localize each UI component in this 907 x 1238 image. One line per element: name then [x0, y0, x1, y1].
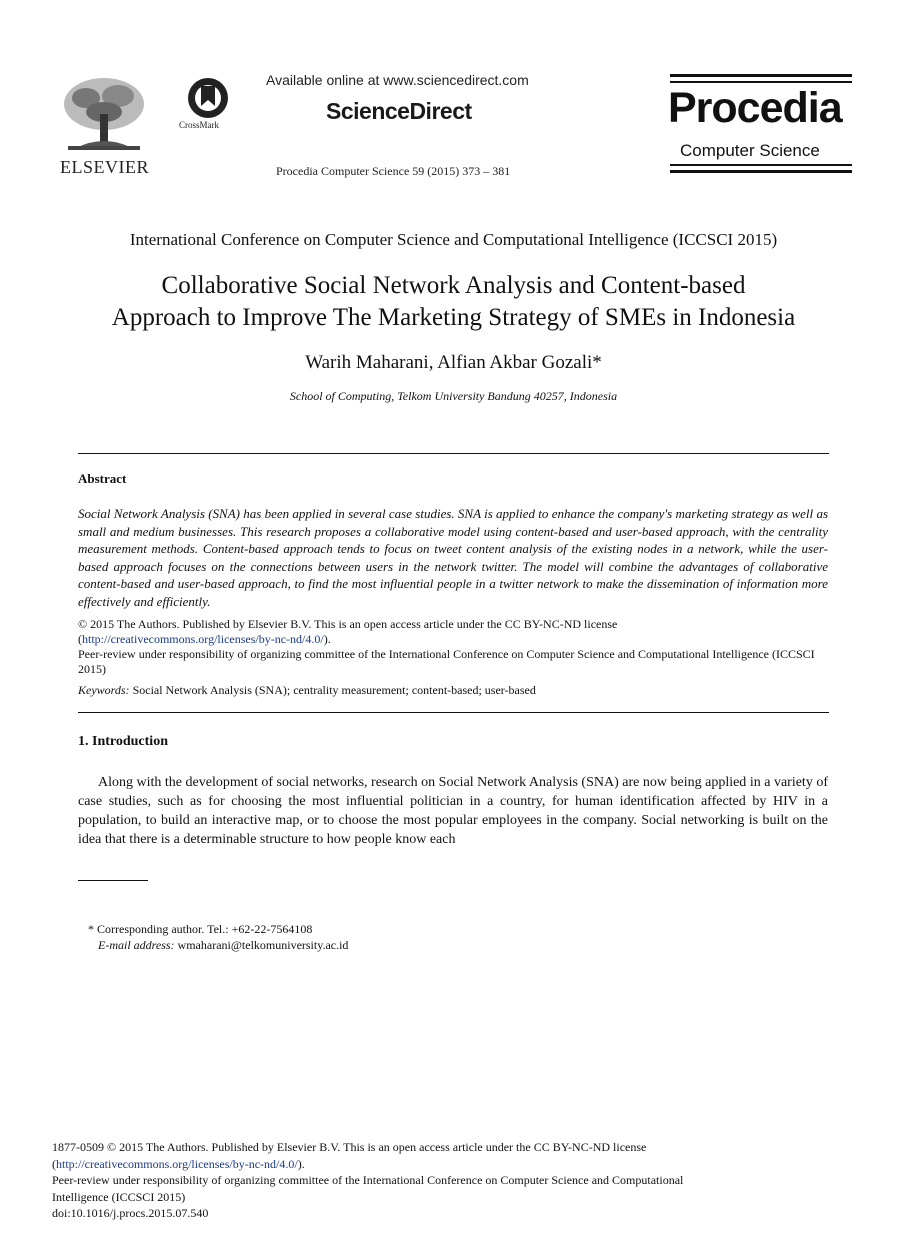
- journal-citation: Procedia Computer Science 59 (2015) 373 – 381: [276, 164, 511, 178]
- elsevier-logo: [56, 74, 152, 156]
- title-line-2: Approach to Improve The Marketing Strategy of SMEs in Indonesia: [111, 304, 796, 331]
- title-line-1: Collaborative Social Network Analysis and Content-based: [161, 272, 746, 299]
- introduction-body: [78, 773, 828, 849]
- procedia-top-rule: [670, 74, 852, 77]
- affiliation: School of Computing, Telkom University Bandung 40257, Indonesia: [289, 389, 618, 403]
- license-block: [78, 617, 828, 677]
- footer-peer-review: Peer-review under responsibility of organizing committee of the International Conference on Computer Science and Computational Intelligence (ICCSCI 2015): [52, 1173, 684, 1204]
- license-line: © 2015 The Authors. Published by Elsevier B.V. This is an open access article under the CC BY-NC-ND license: [78, 617, 618, 631]
- footer-paren-open: (: [52, 1156, 56, 1171]
- keywords-list: Social Network Analysis (SNA); centrality measurement; content-based; user-based: [129, 683, 536, 697]
- abstract-top-rule: [78, 453, 829, 454]
- license-link[interactable]: http://creativecommons.org/licenses/by-nc-nd/4.0/: [82, 632, 324, 646]
- footnote-rule: [78, 880, 148, 881]
- email-address[interactable]: wmaharani@telkomuniversity.ac.id: [174, 938, 349, 952]
- procedia-wordmark: Procedia: [668, 84, 842, 132]
- crossmark-logo[interactable]: [186, 76, 230, 120]
- authors: Warih Maharani, Alfian Akbar Gozali*: [305, 352, 602, 373]
- email-label: E-mail address:: [98, 938, 175, 952]
- paren-close: ).: [323, 632, 331, 646]
- paper-title: [50, 270, 857, 334]
- keywords: [78, 683, 536, 698]
- footer-doi[interactable]: doi:10.1016/j.procs.2015.07.540: [52, 1206, 209, 1220]
- procedia-bottom-rule-2: [670, 170, 852, 173]
- abstract-heading: Abstract: [78, 471, 127, 486]
- keywords-label: Keywords:: [78, 683, 130, 697]
- crossmark-label: CrossMark: [179, 120, 219, 130]
- corresponding-author: * Corresponding author. Tel.: +62-22-7564108: [88, 922, 313, 936]
- procedia-top-rule-2: [670, 81, 852, 83]
- elsevier-wordmark: ELSEVIER: [60, 157, 149, 177]
- paren-open: (: [78, 632, 82, 646]
- available-online-text: Available online at www.sciencedirect.com: [266, 72, 529, 88]
- conference-name: International Conference on Computer Science and Computational Intelligence (ICCSCI 2015): [129, 230, 778, 249]
- introduction-text: Along with the development of social networks, research on Social Network Analysis (SNA) are now being applied in a variety of case studies, such as for choosing the most influential politician in a country, for human identification affected by HIV in a population, to build an interactive map, or to choose the most popular employees in the company. Social networking is built on the idea that there is a determinable structure to how people know each: [78, 775, 828, 847]
- procedia-subtitle: Computer Science: [680, 141, 820, 160]
- elsevier-tree-icon: [56, 74, 152, 156]
- footer-license-link[interactable]: http://creativecommons.org/licenses/by-nc-nd/4.0/: [56, 1156, 298, 1171]
- footer-block: [52, 1139, 812, 1222]
- license-link-line: [78, 632, 828, 647]
- peer-review-text: Peer-review under responsibility of organizing committee of the International Conference on Computer Science and Computational Intelligence (ICCSCI 2015): [78, 647, 815, 676]
- footer-link-line: [52, 1156, 812, 1173]
- footer-paren-close: ).: [297, 1156, 305, 1171]
- sciencedirect-wordmark: ScienceDirect: [326, 98, 472, 124]
- procedia-bottom-rule: [670, 164, 852, 166]
- crossmark-icon: [186, 76, 230, 120]
- abstract-body: Social Network Analysis (SNA) has been applied in several case studies. SNA is applied to enhance the company's marketing strategy as well as small and medium businesses. This research proposes a collaborative model using content-based and user-based approach, with the centrality measurement methods. Content-based approach tends to focus on tweet content analysis of the existing nodes in a network, while the user-based approach focuses on the connections between users in the network twitter. The model will combine the advantages of collaborative content-based and user-based approach, to find the most influential people in a twitter network to make the dissemination of information more effectively and efficiently.: [78, 506, 828, 609]
- abstract-bottom-rule: [78, 712, 829, 713]
- footer-license: 1877-0509 © 2015 The Authors. Published by Elsevier B.V. This is an open access article under the CC BY-NC-ND license: [52, 1140, 647, 1154]
- email-line: [98, 938, 348, 953]
- section-heading-introduction: 1. Introduction: [78, 734, 168, 749]
